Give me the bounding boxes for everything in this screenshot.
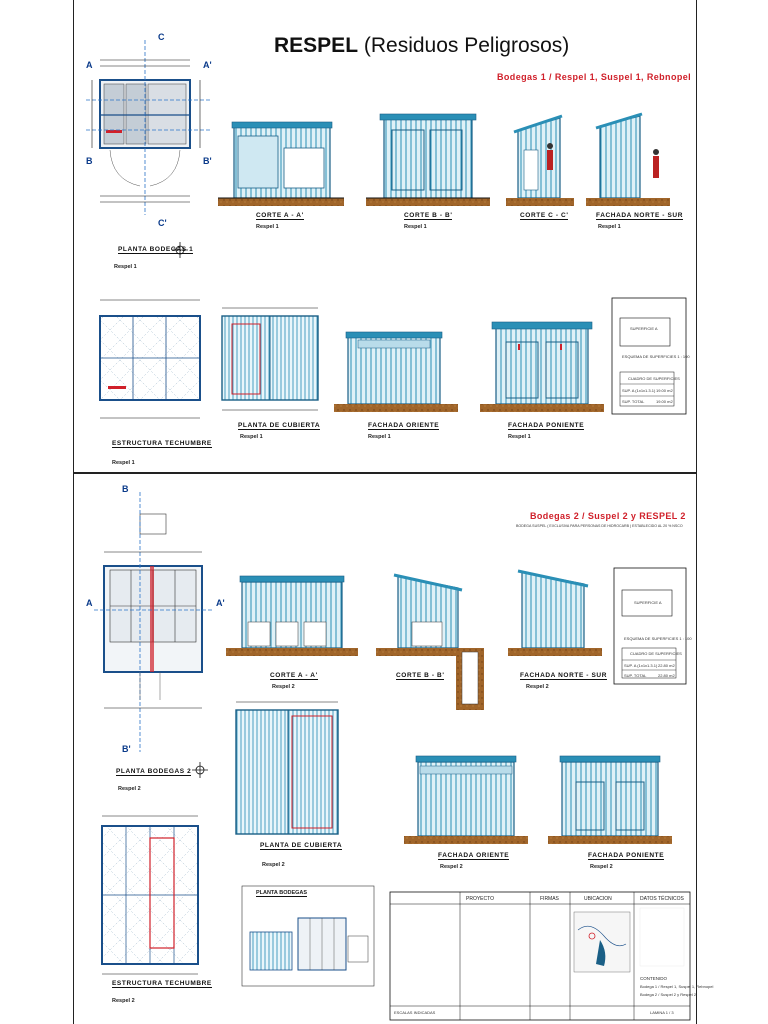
label-planta-2-sub: Respel 2 <box>118 786 141 792</box>
mark-a-2: A <box>86 598 93 608</box>
estructura-techumbre-2 <box>102 816 198 974</box>
tb-lamina: LAMINA 1 / 3 <box>650 1010 674 1015</box>
tb-proyecto: PROYECTO <box>466 896 494 902</box>
title-block <box>390 892 690 1020</box>
tb-contenido-2: Bodega 2 / Suspel 2 y Respel 2 <box>640 992 697 997</box>
label-estructura-1-sub: Respel 1 <box>112 460 135 466</box>
mark-c2-1: C' <box>158 218 167 228</box>
mark-a-1: A <box>86 60 93 70</box>
surface-row2-val-1: 19.00 m2 <box>656 399 673 404</box>
mark-b2-1: B' <box>203 156 212 166</box>
fachada-ns-2 <box>508 571 602 656</box>
fachada-poniente-2 <box>548 756 672 844</box>
mark-a2-2: A' <box>216 598 225 608</box>
corte-aa-1 <box>218 122 344 206</box>
surface-row1-label-1: SUP. A (1x1x1.3.1) <box>622 388 656 393</box>
surface-box-title-1: SUPERFICIE A <box>630 326 658 331</box>
label-corte-bb-2: CORTE B - B' <box>396 672 445 679</box>
label-estructura-1: ESTRUCTURA TECHUMBRE <box>112 440 212 447</box>
corte-cc-1 <box>506 116 574 206</box>
fachada-ns-1 <box>586 114 670 206</box>
tb-firmas: FIRMAS <box>540 896 559 902</box>
corte-aa-2 <box>226 576 358 656</box>
fachada-oriente-2 <box>404 756 528 844</box>
planta-cubierta-2 <box>236 702 338 834</box>
title-paren: (Residuos Peligrosos) <box>363 34 570 57</box>
label-planta-bodegas-small: PLANTA BODEGAS <box>256 890 308 896</box>
label-oriente-2-sub: Respel 2 <box>440 864 463 870</box>
label-cubierta-2: PLANTA DE CUBIERTA <box>260 842 343 849</box>
label-planta-1: PLANTA BODEGAS 1 <box>118 246 194 253</box>
label-corte-bb-1: CORTE B - B' <box>404 212 453 219</box>
label-estructura-2-sub: Respel 2 <box>112 998 135 1004</box>
tb-escalas: ESCALAS INDICADAS <box>394 1010 436 1015</box>
surface-row2-label-1: SUP. TOTAL <box>622 399 645 404</box>
section2-note: BODEGA SUSPEL ( EXCLUSIVA PARA PERSONAS DE HIDROCARB ) ESTABLECIDO AL 20 % NSCO <box>516 524 683 528</box>
label-fachada-ns-1: FACHADA NORTE - SUR <box>596 212 683 219</box>
surface-row1-label-2: SUP. A (1x1x1.3.1) <box>624 663 658 668</box>
label-corte-aa-2: CORTE A - A' <box>270 672 318 679</box>
label-fachada-ns-2: FACHADA NORTE - SUR <box>520 672 607 679</box>
label-oriente-2: FACHADA ORIENTE <box>438 852 510 859</box>
label-corte-cc-1: CORTE C - C' <box>520 212 569 219</box>
corte-bb-1 <box>366 114 490 206</box>
surface-cuadro-1: CUADRO DE SUPERFICIES <box>628 376 680 381</box>
surface-row1-val-2: 22.80 m2 <box>658 663 675 668</box>
surface-esquema-1: ESQUEMA DE SUPERFICIES 1 : 100 <box>622 354 690 359</box>
label-planta-2: PLANTA BODEGAS 2 <box>116 768 192 775</box>
label-fachada-ns-1-sub: Respel 1 <box>598 224 621 230</box>
label-poniente-2: FACHADA PONIENTE <box>588 852 665 859</box>
label-poniente-1-sub: Respel 1 <box>508 434 531 440</box>
section2-heading: Bodegas 2 / Suspel 2 y RESPEL 2 <box>530 511 686 521</box>
label-cubierta-1-sub: Respel 1 <box>240 434 263 440</box>
surface-row2-val-2: 22.80 m2 <box>658 673 675 678</box>
label-corte-aa-1-sub: Respel 1 <box>256 224 279 230</box>
surface-box-title-2: SUPERFICIE A <box>634 600 662 605</box>
label-estructura-2: ESTRUCTURA TECHUMBRE <box>112 980 212 987</box>
label-corte-bb-1-sub: Respel 1 <box>404 224 427 230</box>
label-poniente-1: FACHADA PONIENTE <box>508 422 585 429</box>
mark-a2-1: A' <box>203 60 212 70</box>
label-cubierta-2-sub: Respel 2 <box>262 862 285 868</box>
section1-heading: Bodegas 1 / Respel 1, Suspel 1, Rebnopel <box>497 72 692 82</box>
label-oriente-1-sub: Respel 1 <box>368 434 391 440</box>
surface-row1-val-1: 19.00 m2 <box>656 388 673 393</box>
tb-ubicacion: UBICACION <box>584 896 612 902</box>
label-planta-1-sub: Respel 1 <box>114 264 137 270</box>
fachada-poniente-1 <box>480 322 604 412</box>
label-cubierta-1: PLANTA DE CUBIERTA <box>238 422 321 429</box>
tb-contenido-1: Bodega 1 / Respel 1, Suspel 1, Rebnopel <box>640 984 714 989</box>
plan-bodegas-2 <box>94 492 214 778</box>
label-corte-aa-1: CORTE A - A' <box>256 212 304 219</box>
mark-b-1: B <box>86 156 93 166</box>
tb-contenido: CONTENIDO <box>640 976 667 981</box>
tb-datos: DATOS TÉCNICOS <box>640 896 684 902</box>
corte-bb-2 <box>376 575 484 710</box>
label-fachada-ns-2-sub: Respel 2 <box>526 684 549 690</box>
planta-cubierta-1 <box>222 308 318 410</box>
estructura-techumbre-1 <box>100 300 200 418</box>
mark-c-1: C <box>158 32 165 42</box>
surface-cuadro-2: CUADRO DE SUPERFICIES <box>630 651 682 656</box>
label-poniente-2-sub: Respel 2 <box>590 864 613 870</box>
surface-esquema-2: ESQUEMA DE SUPERFICIES 1 : 100 <box>624 636 692 641</box>
title-main: RESPEL <box>274 34 359 57</box>
fachada-oriente-1 <box>334 332 458 412</box>
label-corte-aa-2-sub: Respel 2 <box>272 684 295 690</box>
small-plan-bodegas <box>242 886 374 986</box>
surface-row2-label-2: SUP. TOTAL <box>624 673 647 678</box>
mark-b2-2: B' <box>122 744 131 754</box>
label-oriente-1: FACHADA ORIENTE <box>368 422 440 429</box>
plan-bodegas-1 <box>86 40 212 258</box>
mark-b-2: B <box>122 484 129 494</box>
